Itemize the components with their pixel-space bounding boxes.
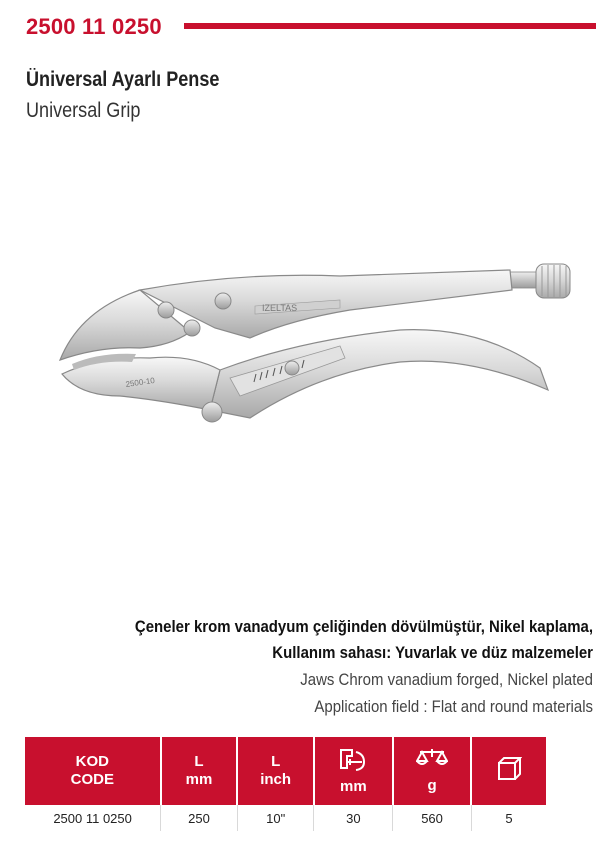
col-weight — [393, 737, 472, 805]
box-icon — [496, 756, 522, 782]
col-jaw-opening-unit: mm — [339, 778, 367, 795]
col-code-en: CODE — [70, 771, 115, 788]
title-english: Universal Grip — [26, 99, 141, 122]
description-en-line1: Jaws Chrom vanadium forged, Nickel plated — [300, 670, 593, 689]
description-tr-line1: Çeneler krom vanadyum çeliğinden dövülmüştür, Nikel kaplama, — [134, 617, 593, 636]
description-tr-line2: Kullanım sahası: Yuvarlak ve düz malzemeler — [272, 643, 593, 662]
cell-length-inch: 10" — [237, 805, 314, 831]
cell-length-mm: 250 — [161, 805, 238, 831]
scale-icon — [416, 747, 448, 773]
cell-package-qty: 5 — [505, 810, 513, 826]
table-row — [25, 805, 546, 831]
description-en-line2: Application field : Flat and round materials — [314, 697, 593, 716]
cell-weight: 560 — [393, 805, 472, 831]
spec-table — [25, 737, 546, 831]
title-turkish: Üniversal Ayarlı Pense — [26, 68, 220, 91]
col-length-inch — [237, 737, 314, 805]
col-length-mm-label: L — [194, 753, 204, 770]
brand-mark: IZELTAS — [262, 303, 298, 313]
col-length-inch-unit: inch — [260, 771, 292, 788]
col-code — [25, 737, 161, 805]
col-jaw-opening — [314, 737, 393, 805]
col-length-inch-label: L — [271, 753, 281, 770]
col-code-tr: KOD — [75, 753, 110, 770]
locking-pliers-icon — [40, 250, 580, 450]
col-length-mm — [161, 737, 238, 805]
product-code: 2500 11 0250 — [26, 14, 162, 39]
col-weight-unit: g — [427, 777, 437, 794]
jaw-marking: 2500-10 — [125, 375, 156, 389]
jaw-opening-icon — [338, 746, 368, 774]
col-package — [471, 737, 546, 805]
cell-code: 2500 11 0250 — [25, 805, 161, 831]
cell-jaw-opening: 30 — [314, 805, 393, 831]
spec-table-header — [25, 737, 546, 805]
header-rule — [184, 23, 596, 29]
col-length-mm-unit: mm — [185, 771, 213, 788]
